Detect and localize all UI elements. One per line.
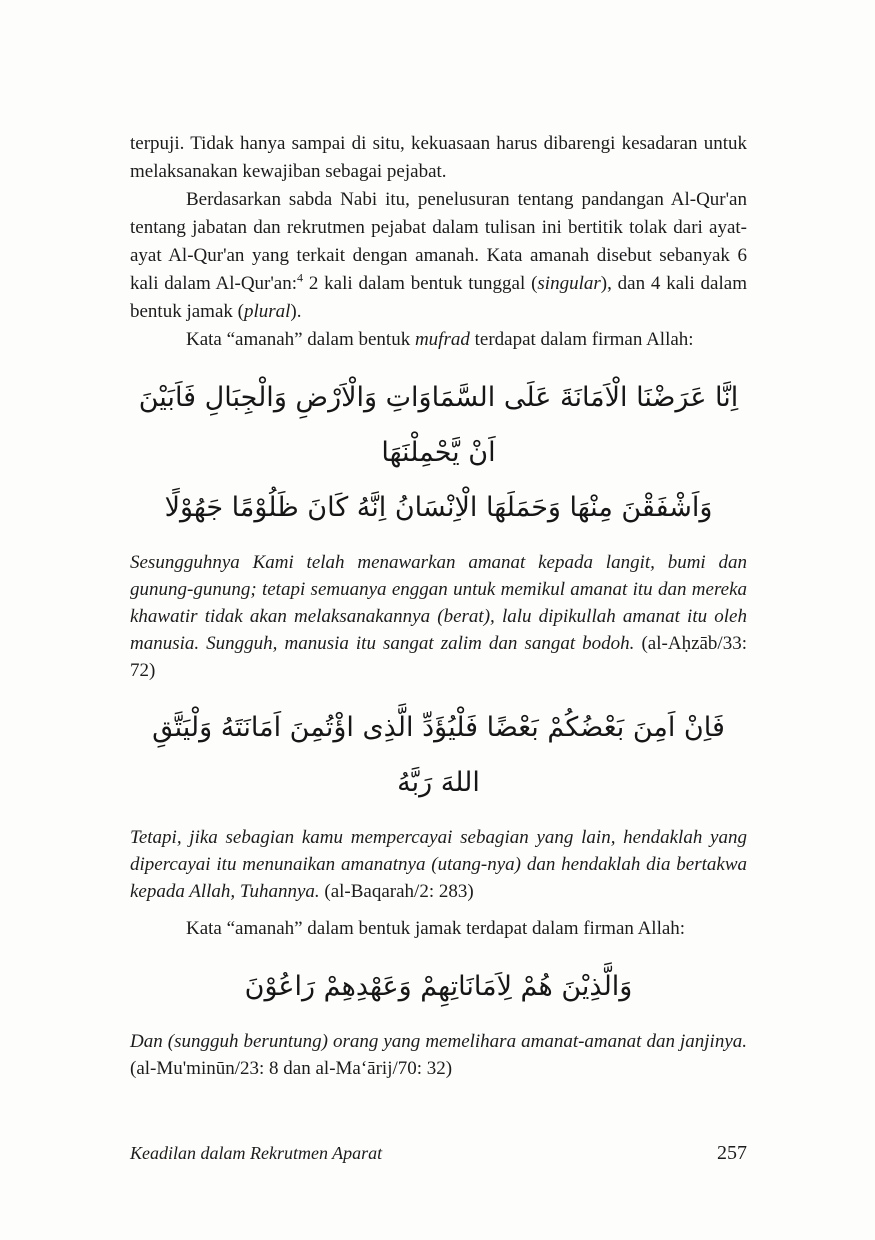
arabic-verse-line: اِنَّا عَرَضْنَا الْاَمَانَةَ عَلَى السَّمَاوَاتِ وَالْاَرْضِ وَالْجِبَالِ فَاَبَيْنَ اَنْ يَّحْمِلْنَهَا (138, 382, 739, 468)
paragraph-text: Kata “amanah” dalam bentuk (186, 329, 415, 350)
translation-al-muminun-8 (130, 1028, 747, 1082)
arabic-verse-al-baqarah-283 (130, 700, 747, 810)
verse-reference: (al-Baqarah/2: 283) (319, 881, 474, 902)
italic-term-singular: singular (537, 273, 601, 294)
paragraph-text: Berdasarkan sabda Nabi itu, penelusuran tentang pandangan Al-Qur'an tentang jabatan dan rekrutmen pejabat dalam tulisan ini bertitik tolak dari ayat-ayat Al-Qur'an yang terkait dengan amanah. Kata amanah disebut sebanyak 6 kali dalam Al-Qur'an: (130, 189, 747, 294)
footnote-marker: 4 (297, 270, 304, 285)
paragraph-text: 2 kali dalam bentuk tunggal ( (303, 273, 538, 294)
italic-term-plural: plural (243, 301, 291, 322)
arabic-verse-al-muminun-8 (130, 959, 747, 1014)
translation-al-ahzab-72 (130, 549, 747, 684)
paragraph-continuation: terpuji. Tidak hanya sampai di situ, kekuasaan harus dibarengi kesadaran untuk melaksanakan kewajiban sebagai pejabat. (130, 133, 747, 182)
paragraph-text: ), dan 4 kali dalam bentuk jamak ( (130, 273, 747, 322)
arabic-verse-line: وَاَشْفَقْنَ مِنْهَا وَحَمَلَهَا الْاِنْسَانُ اِنَّهُ كَانَ ظَلُوْمًا جَهُوْلًا (164, 492, 713, 523)
running-title: Keadilan dalam Rekrutmen Aparat (130, 1143, 383, 1163)
translation-text: Dan (sungguh beruntung) orang yang memelihara amanat-amanat dan janjinya. (130, 1031, 747, 1052)
translation-al-baqarah-283 (130, 824, 747, 905)
translation-text: Tetapi, jika sebagian kamu mempercayai sebagian yang lain, hendaklah yang dipercayai itu menunaikan amanatnya (utang-nya) dan hendaklah dia bertakwa kepada Allah, Tuhannya. (130, 827, 747, 902)
arabic-verse-line: وَالَّذِيْنَ هُمْ لِاَمَانَاتِهِمْ وَعَهْدِهِمْ رَاعُوْنَ (244, 971, 633, 1002)
paragraph-text: ). (290, 301, 302, 322)
arabic-verse-al-ahzab-72 (130, 370, 747, 535)
paragraph-berdasarkan (130, 186, 747, 326)
italic-term-mufrad: mufrad (414, 329, 470, 350)
verse-reference: (al-Mu'minūn/23: 8 dan al-Ma‘ārij/70: 32) (130, 1058, 453, 1079)
page-number: 257 (717, 1142, 747, 1164)
spacer (130, 905, 747, 915)
verse-reference: (al-Aḥzāb/33: 72) (130, 633, 747, 681)
paragraph-text: terdapat dalam firman Allah: (469, 329, 694, 350)
paragraph-kata-amanah-jamak: Kata “amanah” dalam bentuk jamak terdapat dalam firman Allah: (186, 918, 686, 939)
paragraph-kata-amanah-mufrad (130, 326, 747, 354)
page-footer (130, 1142, 747, 1165)
arabic-verse-line: فَاِنْ اَمِنَ بَعْضُكُمْ بَعْضًا فَلْيُؤَدِّ الَّذِى اؤْتُمِنَ اَمَانَتَهُ وَلْيَتَّقِ اللهَ رَبَّهُ (152, 712, 725, 798)
translation-text: Sesungguhnya Kami telah menawarkan amanat kepada langit, bumi dan gunung-gunung; tetapi semuanya enggan untuk memikul amanat itu dan mereka khawatir tidak akan melaksanakannya (berat), lalu dipikullah amanat itu oleh manusia. Sungguh, manusia itu sangat zalim dan sangat bodoh. (130, 552, 747, 654)
